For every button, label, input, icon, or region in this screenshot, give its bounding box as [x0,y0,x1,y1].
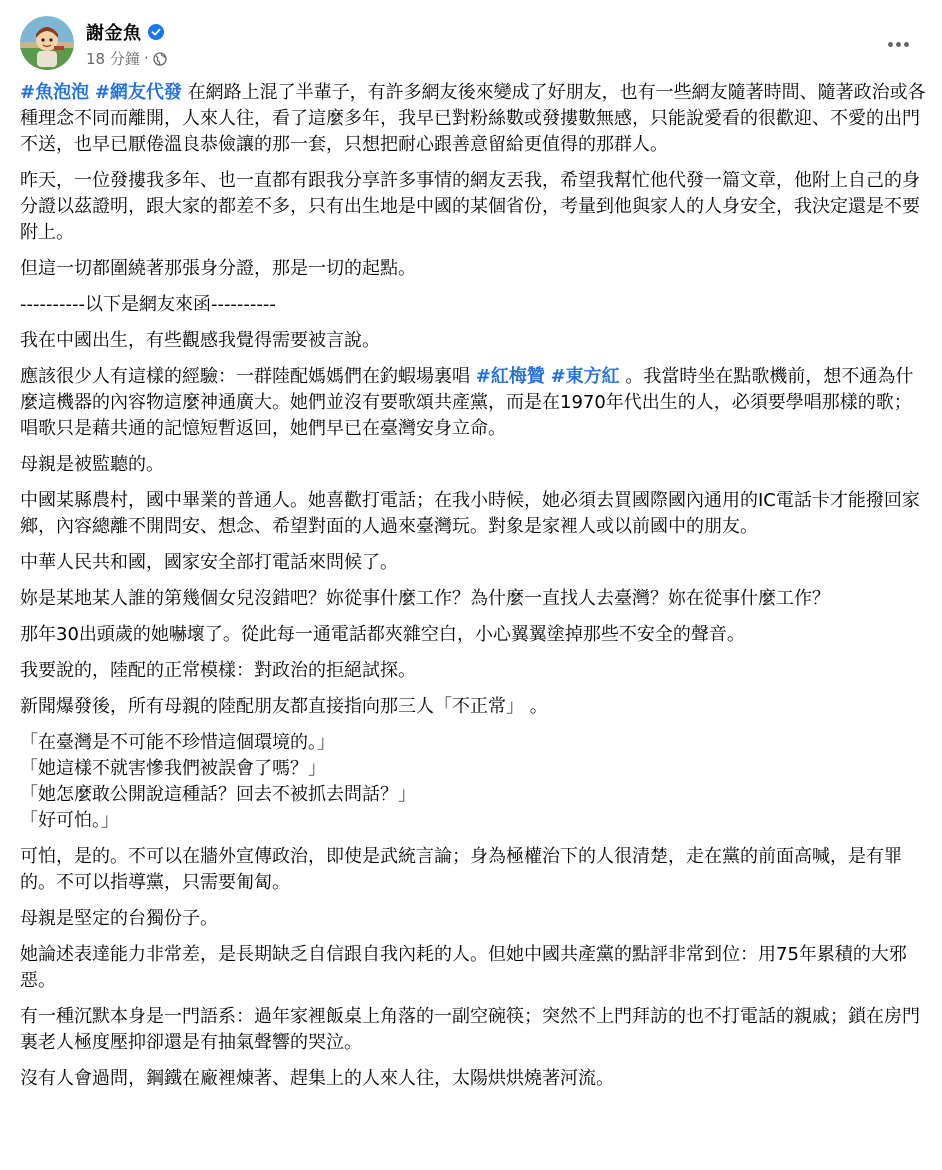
paragraph-songs [20,364,926,442]
paragraph-intro [20,80,926,158]
hashtag-link[interactable]: #紅梅贊 [475,366,545,387]
post-header [20,16,922,74]
paragraph: 我在中國出生，有些觀感我覺得需要被言說。 [20,330,380,351]
post-timestamp[interactable]: 18 分鐘 [86,49,140,68]
paragraph-text: 在網路上混了半輩子，有許多網友後來變成了好朋友，也有一些網友隨著時間、隨著政治或各種理念不同而離開，人來人往，看了這麼多年，我早已對粉絲數或發摟數無感，只能說愛看的很歡迎、不愛的出門不送，也早已厭倦溫良恭儉讓的那一套，只想把耐心跟善意留給更值得的那群人。 [20,82,926,155]
paragraph: 母親是堅定的台獨份子。 [20,908,218,929]
quote-block [20,730,926,834]
paragraph: 可怕，是的。不可以在牆外宣傳政治，即使是武統言論；身為極權治下的人很清楚，走在黨的前面高喊，是有罪的。不可以指導黨，只需要匍匐。 [20,846,902,893]
meta-separator: · [143,49,149,67]
more-options-icon [896,42,901,47]
hashtag-link[interactable]: #東方紅 [550,366,620,387]
paragraph-divider: ----------以下是網友來函---------- [20,294,276,315]
author-block [86,20,167,68]
paragraph: 中華人民共和國，國家安全部打電話來問候了。 [20,552,398,573]
paragraph: 母親是被監聽的。 [20,454,164,475]
more-options-icon [904,42,909,47]
avatar[interactable] [20,16,74,70]
post-body [20,80,926,1102]
paragraph: 那年30出頭歲的她嚇壞了。從此每一通電話都夾雜空白，小心翼翼塗掉那些不安全的聲音。 [20,624,745,645]
paragraph: 中國某縣農村，國中畢業的普通人。她喜歡打電話；在我小時候，她必須去買國際國內通用的IC電話卡才能撥回家鄉，內容總離不開問安、想念、希望對面的人過來臺灣玩。對象是家裡人或以前國中的朋友。 [20,490,920,537]
paragraph-text: 應該很少人有這樣的經驗：一群陸配媽媽們在釣蝦場裏唱 [20,366,476,387]
paragraph: 但這一切都圍繞著那張身分證，那是一切的起點。 [20,258,416,279]
quote-line: 「在臺灣是不可能不珍惜這個環境的。」 [20,732,335,753]
paragraph: 我要說的，陸配的正常模樣：對政治的拒絕試探。 [20,660,416,681]
verified-badge-icon [148,24,164,40]
paragraph: 她論述表達能力非常差，是長期缺乏自信跟自我內耗的人。但她中國共產黨的點評非常到位：用75年累積的大邪惡。 [20,944,907,991]
more-options-button[interactable] [880,26,916,62]
quote-line: 「她怎麼敢公開說這種話？回去不被抓去問話？」 [20,784,416,805]
paragraph-text: 。我當時坐在點歌機前，想不通為什麼這機器的內容物這麼神通廣大。她們並沒有要歌頌共產黨，而是在1970年代出生的人，必須要學唱那樣的歌；唱歌只是藉共通的記憶短暫返回，她們早已在臺灣安身立命。 [20,366,914,439]
hashtag-link[interactable]: #網友代發 [94,82,182,103]
paragraph: 沒有人會過問，鋼鐵在廠裡煉著、趕集上的人來人往，太陽烘烘燒著河流。 [20,1068,614,1089]
paragraph: 妳是某地某人誰的第幾個女兒沒錯吧？妳從事什麼工作？為什麼一直找人去臺灣？妳在從事什麼工作？ [20,588,830,609]
paragraph: 昨天，一位發摟我多年、也一直都有跟我分享許多事情的網友丟我，希望我幫忙他代發一篇文章，他附上自己的身分證以茲證明，跟大家的都差不多，只有出生地是中國的某個省份，考量到他與家人的人身安全，我決定還是不要附上。 [20,170,920,243]
globe-icon[interactable] [153,51,167,65]
author-name[interactable]: 謝金魚 [86,23,142,44]
paragraph: 新聞爆發後，所有母親的陸配朋友都直接指向那三人「不正常」 。 [20,696,548,717]
post-meta [86,48,167,68]
more-options-icon [888,42,893,47]
paragraph: 有一種沉默本身是一門語系：過年家裡飯桌上角落的一副空碗筷；突然不上門拜訪的也不打電話的親戚；鎖在房門裏老人極度壓抑卻還是有抽氣聲響的哭泣。 [20,1006,920,1053]
quote-line: 「好可怕。」 [20,810,119,831]
quote-line: 「她這樣不就害慘我們被誤會了嗎？」 [20,758,326,779]
author-row [86,20,167,44]
hashtag-link[interactable]: #魚泡泡 [20,82,90,103]
